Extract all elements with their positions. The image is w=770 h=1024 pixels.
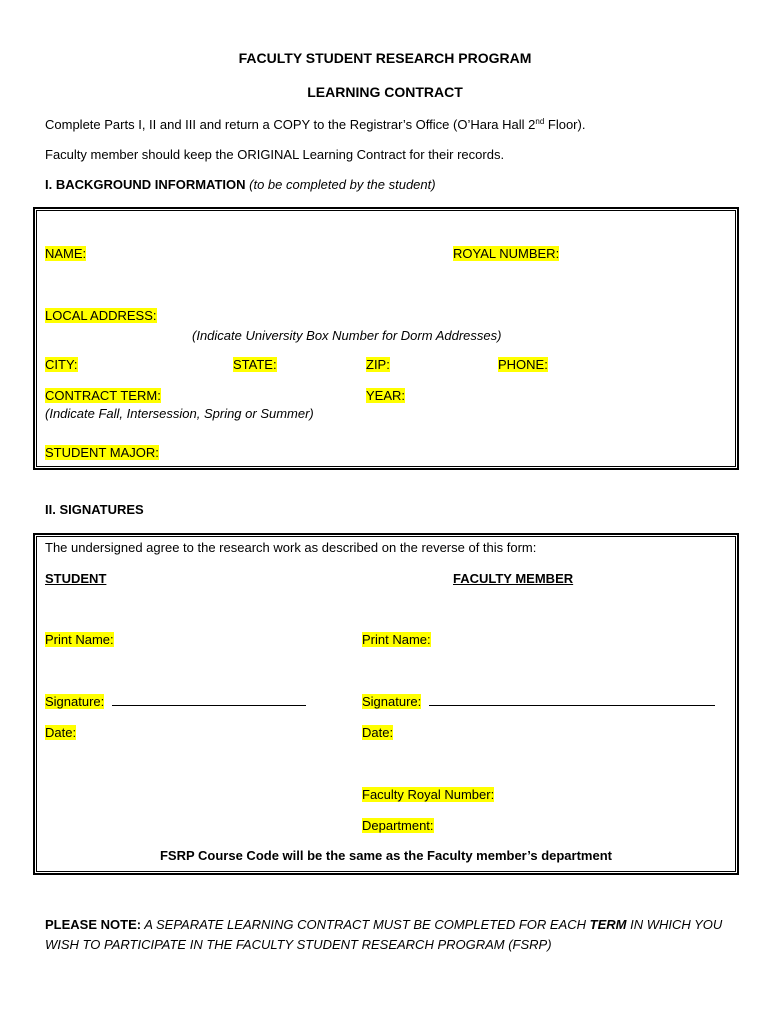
faculty-date-label[interactable]: Date: [362,725,394,740]
ordinal-suffix: nd [535,117,545,126]
student-date-label[interactable]: Date: [45,725,77,740]
section-1-note: (to be completed by the student) [245,177,436,192]
faculty-signature-label: Signature: [362,694,422,709]
please-note-line-2: WISH TO PARTICIPATE IN THE FACULTY STUDENT RESEARCH PROGRAM (FSRP) [45,937,552,952]
term-hint: (Indicate Fall, Intersession, Spring or Summer) [45,406,314,421]
instructions-text-end: Floor). [544,117,586,132]
student-major-field-label[interactable]: STUDENT MAJOR: [45,445,159,460]
phone-field-label[interactable]: PHONE: [498,357,548,372]
signatures-intro: The undersigned agree to the research work as described on the reverse of this form: [45,540,537,555]
please-note-text: A SEPARATE LEARNING CONTRACT MUST BE COMPLETED FOR EACH [141,917,590,932]
student-signature-line[interactable] [112,694,306,706]
section-1-title: I. BACKGROUND INFORMATION [45,177,246,192]
year-field-label[interactable]: YEAR: [366,388,406,403]
student-print-name-label[interactable]: Print Name: [45,632,114,647]
city-field-label[interactable]: CITY: [45,357,78,372]
name-field-label[interactable]: NAME: [45,246,87,261]
please-note-line-1 [45,917,722,932]
zip-field-label[interactable]: ZIP: [366,357,390,372]
faculty-signature-row [362,694,715,709]
instructions-text: Complete Parts I, II and III and return a COPY to the Registrar’s Office (O’Hara Hall 2 [45,117,536,132]
faculty-print-name-label[interactable]: Print Name: [362,632,431,647]
form-title: FACULTY STUDENT RESEARCH PROGRAM [238,50,532,66]
please-note-text-end: IN WHICH YOU [626,917,723,932]
instructions-line-1 [45,117,585,132]
local-address-field-label[interactable]: LOCAL ADDRESS: [45,308,157,323]
faculty-signature-line[interactable] [429,694,715,706]
course-code-note: FSRP Course Code will be the same as the Faculty member’s department [159,848,612,863]
student-column-heading: STUDENT [45,571,107,586]
student-signature-label: Signature: [45,694,105,709]
please-note-term: TERM [589,917,627,932]
royal-number-field-label[interactable]: ROYAL NUMBER: [453,246,560,261]
form-subtitle: LEARNING CONTRACT [307,84,463,100]
section-1-heading [45,177,436,192]
department-label[interactable]: Department: [362,818,434,833]
instructions-line-2: Faculty member should keep the ORIGINAL Learning Contract for their records. [45,147,505,162]
faculty-column-heading: FACULTY MEMBER [453,571,574,586]
state-field-label[interactable]: STATE: [233,357,277,372]
address-hint: (Indicate University Box Number for Dorm Addresses) [192,328,502,343]
student-signature-row [45,694,306,709]
contract-term-field-label[interactable]: CONTRACT TERM: [45,388,161,403]
section-2-heading: II. SIGNATURES [45,502,144,517]
please-note-label: PLEASE NOTE: [45,917,142,932]
faculty-royal-number-label[interactable]: Faculty Royal Number: [362,787,495,802]
